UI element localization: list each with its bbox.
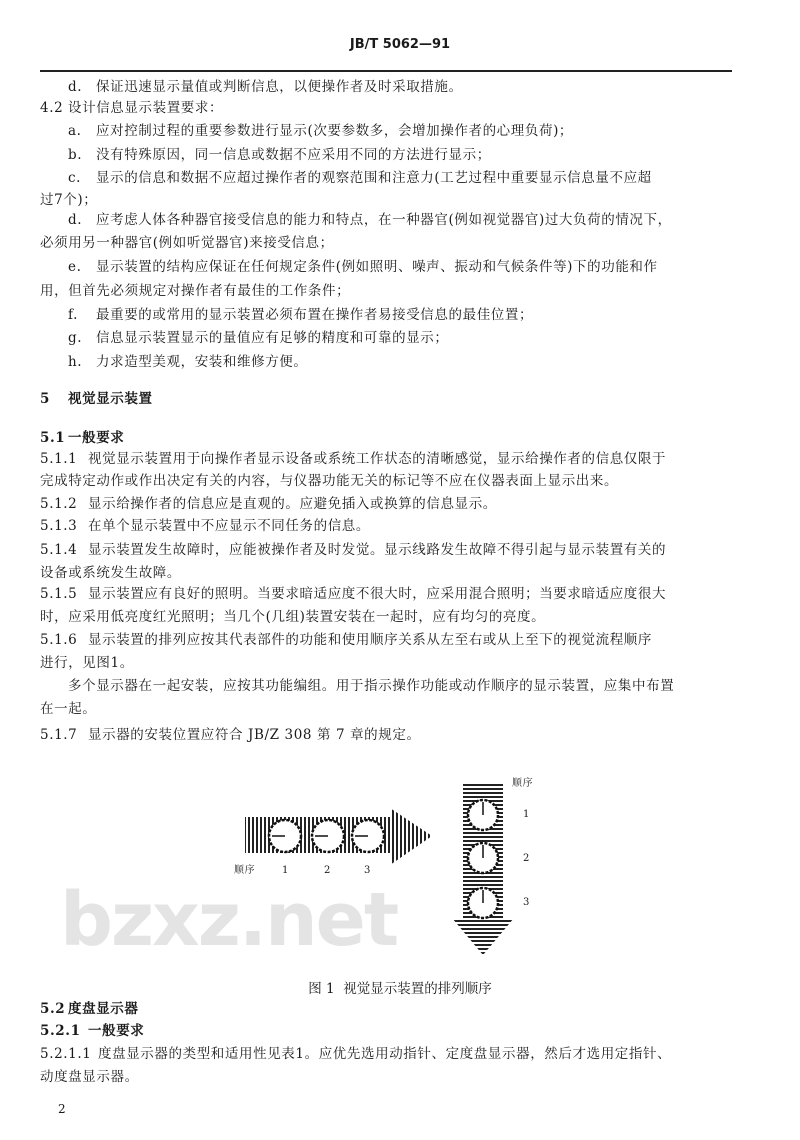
vertical-order-1: 1 bbox=[523, 809, 530, 820]
clause-text: 在单个显示装置中不应显示不同任务的信息。 bbox=[88, 518, 370, 534]
item-d bbox=[68, 78, 463, 96]
item-label: b. bbox=[68, 147, 83, 163]
clause-number: 4.2 bbox=[40, 100, 64, 116]
item-label: d. bbox=[68, 79, 83, 95]
item-text: 没有特殊原因，同一信息或数据不应采用不同的方法进行显示； bbox=[96, 147, 491, 163]
item-text: 应对控制过程的重要参数进行显示(次要参数多，会增加操作者的心理负荷)； bbox=[96, 123, 574, 139]
clause-number: 5.1 bbox=[40, 430, 66, 446]
item-label: f. bbox=[68, 307, 79, 323]
item-c-cont: 过7个)； bbox=[40, 192, 98, 208]
item-b bbox=[68, 146, 491, 164]
item-text: 最重要的或常用的显示装置必须布置在操作者易接受信息的最佳位置； bbox=[96, 307, 534, 323]
horizontal-order-label: 顺序 bbox=[234, 865, 256, 876]
clause-5-1-4 bbox=[40, 541, 666, 559]
item-text: 保证迅速显示量值或判断信息，以便操作者及时采取措施。 bbox=[96, 79, 463, 95]
vertical-arrow bbox=[452, 783, 514, 955]
item-label: a. bbox=[68, 123, 82, 139]
item-e bbox=[68, 258, 658, 276]
item-text: 信息显示装置显示的量值应有足够的精度和可靠的显示； bbox=[96, 330, 449, 346]
clause-text: 显示装置应有良好的照明。当要求暗适应度不很大时，应采用混合照明；当要求暗适应度很大 bbox=[88, 586, 667, 602]
clause-5-1-5-cont: 时，应采用低亮度红光照明；当几个(几组)装置安装在一起时，应有均匀的亮度。 bbox=[40, 609, 546, 625]
caption-text: 视觉显示装置的排列顺序 bbox=[343, 981, 492, 997]
clause-number: 5.1.5 bbox=[40, 586, 78, 602]
clause-text: 视觉显示装置用于向操作者显示设备或系统工作状态的清晰感觉，显示给操作者的信息仅限于 bbox=[88, 451, 667, 467]
page-number: 2 bbox=[58, 1102, 67, 1116]
clause-number: 5.1.2 bbox=[40, 496, 78, 512]
clause-text: 显示装置发生故障时，应能被操作者及时发觉。显示线路发生故障不得引起与显示装置有关的 bbox=[88, 542, 667, 558]
horizontal-order-1: 1 bbox=[282, 865, 289, 876]
figure-caption bbox=[0, 977, 800, 997]
clause-5-1-4-cont: 设备或系统发生故障。 bbox=[40, 565, 181, 581]
clause-number: 5.1.7 bbox=[40, 727, 78, 743]
clause-number: 5.2.1.1 bbox=[40, 1046, 92, 1062]
clause-5-2-heading bbox=[40, 1000, 139, 1018]
clause-number: 5.2 bbox=[40, 1001, 66, 1017]
item-c bbox=[68, 169, 652, 187]
item-label: g. bbox=[68, 330, 83, 346]
caption-number: 图 1 bbox=[308, 981, 335, 997]
item-h bbox=[68, 353, 308, 371]
section-5-heading bbox=[40, 390, 153, 408]
clause-5-2-1-1 bbox=[40, 1045, 671, 1063]
clause-5-1-2 bbox=[40, 495, 497, 513]
clause-text: 显示器的安装位置应符合 JB/Z 308 第 7 章的规定。 bbox=[88, 727, 421, 743]
clause-title: 设计信息显示装置要求： bbox=[68, 100, 224, 116]
item-text: 显示的信息和数据不应超过操作者的观察范围和注意力(工艺过程中重要显示信息量不应超 bbox=[96, 170, 652, 186]
item-a bbox=[68, 122, 573, 140]
clause-title: 一般要求 bbox=[88, 1023, 145, 1039]
clause-text: 度盘显示器的类型和适用性见表1。应优先选用动指针、定度盘显示器，然后才选用定指针、 bbox=[98, 1046, 672, 1062]
item-text: 应考虑人体各种器官接受信息的能力和特点，在一种器官(例如视觉器官)过大负荷的情况下， bbox=[96, 212, 672, 228]
paragraph-grouping-cont: 在一起。 bbox=[40, 701, 97, 717]
clause-number: 5.2.1 bbox=[40, 1023, 81, 1039]
horizontal-order-3: 3 bbox=[364, 865, 371, 876]
item-d2-cont: 必须用另一种器官(例如听觉器官)来接受信息； bbox=[40, 235, 334, 251]
section-number: 5 bbox=[40, 391, 50, 407]
item-f bbox=[68, 306, 533, 324]
clause-number: 5.1.4 bbox=[40, 542, 78, 558]
item-g bbox=[68, 329, 449, 347]
item-label: h. bbox=[68, 354, 83, 370]
watermark: bzxz.net bbox=[60, 877, 398, 963]
item-e-cont: 用，但首先必须规定对操作者有最佳的工作条件； bbox=[40, 283, 351, 299]
clause-5-2-1-heading bbox=[40, 1022, 144, 1040]
clause-5-2-1-1-cont: 动度盘显示器。 bbox=[40, 1069, 139, 1085]
vertical-order-3: 3 bbox=[523, 897, 530, 908]
clause-number: 5.1.3 bbox=[40, 518, 78, 534]
clause-4-2 bbox=[40, 99, 223, 117]
item-text: 力求造型美观，安装和维修方便。 bbox=[96, 354, 308, 370]
clause-5-1-1 bbox=[40, 450, 666, 468]
clause-5-1-6 bbox=[40, 631, 652, 649]
horizontal-arrow bbox=[245, 808, 432, 865]
clause-5-1-3 bbox=[40, 517, 370, 535]
clause-5-1-5 bbox=[40, 585, 666, 603]
paragraph-grouping: 多个显示器在一起安装，应按其功能编组。用于指示操作功能或动作顺序的显示装置，应集中布置 bbox=[68, 678, 675, 694]
clause-text: 显示装置的排列应按其代表部件的功能和使用顺序关系从左至右或从上至下的视觉流程顺序 bbox=[88, 632, 652, 648]
section-title: 视觉显示装置 bbox=[68, 391, 153, 407]
item-label: c. bbox=[68, 170, 82, 186]
item-text: 显示装置的结构应保证在任何规定条件(例如照明、噪声、振动和气候条件等)下的功能和作 bbox=[96, 259, 658, 275]
clause-5-1-6-cont: 进行，见图1。 bbox=[40, 655, 134, 671]
clause-number: 5.1.6 bbox=[40, 632, 78, 648]
clause-title: 一般要求 bbox=[68, 430, 125, 446]
clause-5-1-7 bbox=[40, 726, 421, 744]
clause-title: 度盘显示器 bbox=[68, 1001, 139, 1017]
item-d2 bbox=[68, 211, 672, 229]
vertical-order-2: 2 bbox=[523, 853, 530, 864]
clause-text: 显示给操作者的信息应是直观的。应避免插入或换算的信息显示。 bbox=[88, 496, 497, 512]
document-header: JB/T 5062—91 bbox=[349, 37, 451, 52]
clause-number: 5.1.1 bbox=[40, 451, 78, 467]
horizontal-order-2: 2 bbox=[324, 865, 331, 876]
clause-5-1-1-cont: 完成特定动作或作出决定有关的内容，与仪器功能无关的标记等不应在仪器表面上显示出来。 bbox=[40, 473, 619, 489]
vertical-order-label: 顺序 bbox=[512, 778, 534, 789]
clause-5-1-heading bbox=[40, 429, 124, 447]
item-label: e. bbox=[68, 259, 82, 275]
item-label: d. bbox=[68, 212, 83, 228]
